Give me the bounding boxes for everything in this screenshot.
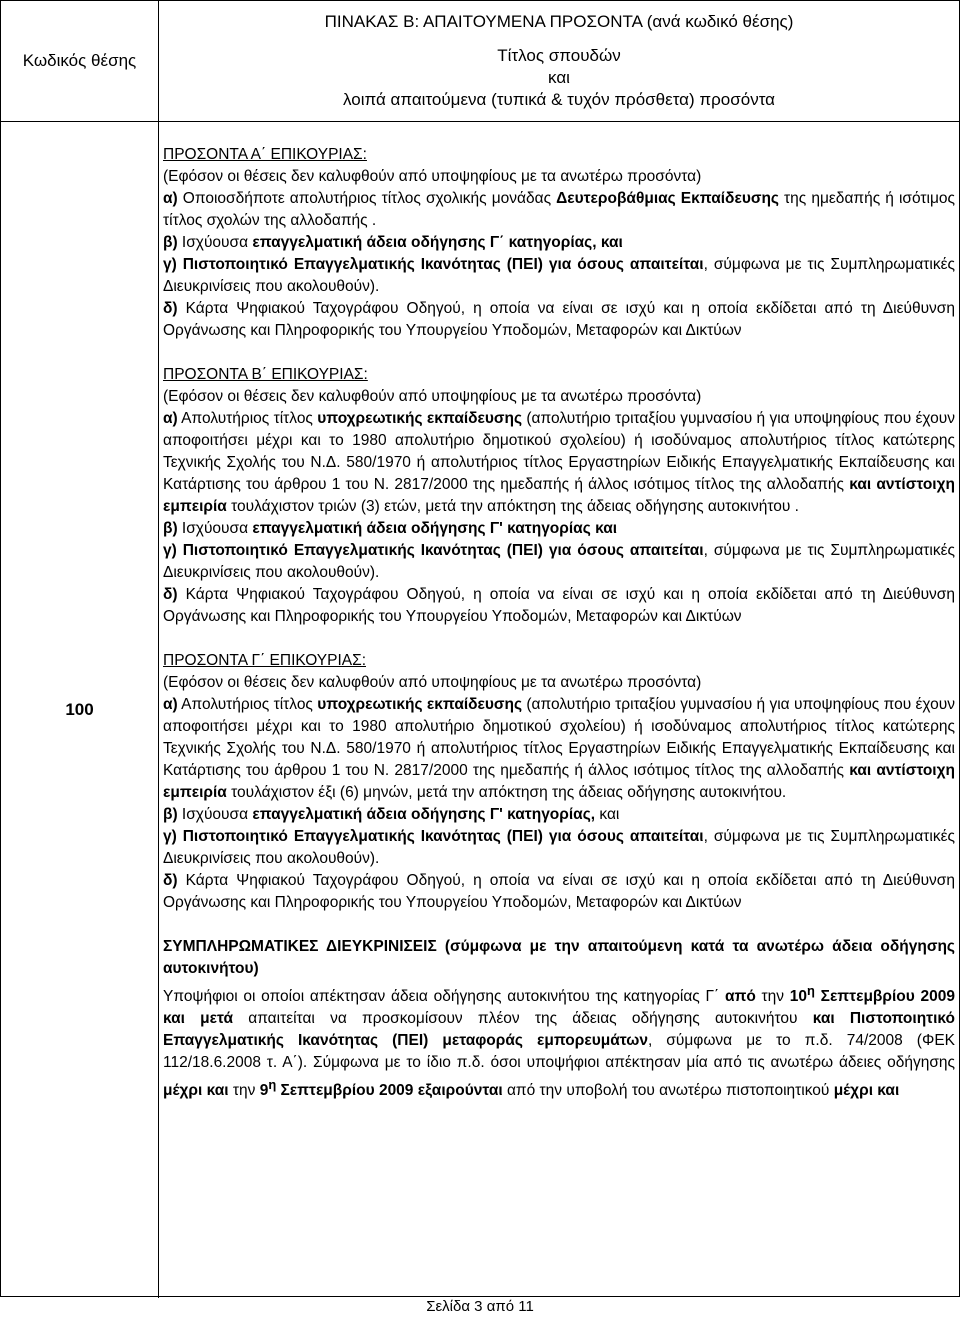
requirement-line	[163, 870, 955, 914]
text-run: υποχρεωτικής εκπαίδευσης	[317, 410, 523, 427]
text-run: την	[228, 1082, 260, 1100]
text-run: Σεπτεμβρίου 2009 εξαιρούνται	[276, 1082, 503, 1100]
text-run: Ισχύουσα	[177, 234, 253, 251]
column-divider	[158, 1, 159, 1298]
requirement-line	[163, 672, 955, 694]
text-run: δ)	[163, 586, 178, 603]
text-run: α)	[163, 190, 178, 207]
requirement-line	[163, 188, 955, 232]
section-heading: ΠΡΟΣΟΝΤΑ Γ΄ ΕΠΙΚΟΥΡΙΑΣ:	[163, 652, 366, 669]
text-run: Σεπτεμβρίου 2009 και μετά	[163, 988, 955, 1028]
qualification-section	[163, 364, 955, 628]
requirement-line	[163, 804, 955, 826]
text-run: Ισχύουσα	[177, 806, 253, 823]
text-run: β)	[163, 806, 178, 823]
text-run: Δευτεροβάθμιας Εκπαίδευσης	[556, 190, 779, 207]
text-run: Οποιοσδήποτε απολυτήριος τίτλος σχολικής μονάδας	[177, 190, 557, 207]
text-run: επαγγελματική άδεια οδήγησης Γ' κατηγορίας,	[252, 806, 596, 823]
text-run: δ)	[163, 300, 178, 317]
text-run: απαιτείται να προσκομίσουν πλέον της άδειας οδήγησης αυτοκινήτου	[233, 1010, 813, 1028]
text-run: α)	[163, 696, 178, 713]
text-run: γ) Πιστοποιητικό Επαγγελματικής Ικανότητας (ΠΕΙ) για όσους απαιτείται	[163, 828, 704, 845]
text-run: , σύμφωνα με τις Συμπληρωματικές Διευκρινίσεις που ακολουθούν).	[163, 542, 955, 581]
text-run: 9	[259, 1082, 269, 1100]
qualification-section	[163, 650, 955, 914]
ordinal-suffix: η	[268, 1077, 277, 1093]
position-code: 100	[65, 700, 94, 719]
text-run: (απολυτήριο τριταξίου γυμνασίου ή για υποψηφίους που έχουν αποφοιτήσει μέχρι και το 1980 απολυτήριο δημοτικού σχολείου) ή ισοδύναμος απολυτήριος τίτλος κατώτερης Τεχνικής Σχολής του Ν.Δ. 580/1970 ή απολυτήριος τίτλος Εργαστηρίων Ειδικής Επαγγελματικής Εκπαίδευσης και Κατάρτισης του άρθρου 1 του Ν. 2817/2000 της ημεδαπής ή άλλος ισότιμος τίτλος της αλλοδαπής	[163, 410, 955, 493]
requirement-line	[163, 540, 955, 584]
requirements-content	[163, 144, 955, 1102]
section-heading: ΠΡΟΣΟΝΤΑ Β΄ ΕΠΙΚΟΥΡΙΑΣ:	[163, 366, 368, 383]
requirement-line	[163, 980, 955, 1102]
text-run: μέχρι και	[163, 1082, 229, 1100]
text-run: και	[595, 806, 620, 823]
text-run: της ημεδαπής ή ισότιμος τίτλος σχολών της αλλοδαπής .	[163, 190, 955, 229]
text-run: Κάρτα Ψηφιακού Ταχογράφου Οδηγού, η οποία να είναι σε ισχύ και η οποία εκδίδεται από τη Διεύθυνση Οργάνωσης και Πληροφορικής του Υπουργείου Υποδομών, Μεταφορών και Δικτύων	[163, 300, 955, 339]
column-header-line-2: και	[548, 68, 570, 87]
column-header-line-3: λοιπά απαιτούμενα (τυπικά & τυχόν πρόσθετα) προσόντα	[343, 90, 775, 109]
requirement-line	[163, 826, 955, 870]
section-gap	[163, 628, 955, 650]
text-run: , σύμφωνα με τις Συμπληρωματικές Διευκρινίσεις που ακολουθούν).	[163, 256, 955, 295]
requirement-line	[163, 408, 955, 518]
text-run: από	[724, 988, 756, 1006]
text-run: τουλάχιστον τριών (3) ετών, μετά την απόκτηση της άδειας οδήγησης αυτοκινήτου .	[226, 498, 799, 515]
text-run: Υποψήφιοι οι οποίοι απέκτησαν άδεια οδήγησης αυτοκινήτου της κατηγορίας Γ΄	[163, 988, 725, 1006]
column-header-description	[159, 1, 959, 121]
text-run: μέχρι και	[833, 1082, 900, 1100]
table-title: ΠΙΝΑΚΑΣ Β: ΑΠΑΙΤΟΥΜΕΝΑ ΠΡΟΣΟΝΤΑ (ανά κωδικό θέσης)	[324, 12, 794, 31]
requirement-line	[163, 386, 955, 408]
text-run: (Εφόσον οι θέσεις δεν καλυφθούν από υποψηφίους με τα ανωτέρω προσόντα)	[163, 674, 702, 691]
text-run: γ) Πιστοποιητικό Επαγγελματικής Ικανότητας (ΠΕΙ) για όσους απαιτείται	[163, 542, 704, 559]
text-run: , σύμφωνα με τις Συμπληρωματικές Διευκρινίσεις που ακολουθούν).	[163, 828, 955, 867]
text-run: Απολυτήριος τίτλος	[177, 410, 318, 427]
position-code-cell	[1, 122, 158, 1298]
text-run: επαγγελματική άδεια οδήγησης Γ' κατηγορίας και	[252, 520, 618, 537]
text-run: δ)	[163, 872, 178, 889]
text-run: υποχρεωτικής εκπαίδευσης	[317, 696, 523, 713]
text-run: Κάρτα Ψηφιακού Ταχογράφου Οδηγού, η οποία να είναι σε ισχύ και η οποία εκδίδεται από τη Διεύθυνση Οργάνωσης και Πληροφορικής του Υπουργείου Υποδομών, Μεταφορών και Δικτύων	[163, 586, 955, 625]
text-run: επαγγελματική άδεια οδήγησης Γ΄ κατηγορίας, και	[252, 234, 623, 251]
text-run: 10	[789, 988, 808, 1006]
qualification-section	[163, 144, 955, 342]
text-run: (Εφόσον οι θέσεις δεν καλυφθούν από υποψηφίους με τα ανωτέρω προσόντα)	[163, 168, 702, 185]
column-header-code	[1, 1, 158, 121]
text-run: , σύμφωνα με το π.δ. 74/2008 (ΦΕΚ 112/18.6.2008 τ. Α΄). Σύμφωνα με το ίδιο π.δ. όσοι υποψήφιοι απέκτησαν μία από τις ανωτέρω άδειες οδήγησης	[163, 1032, 955, 1072]
ordinal-suffix: η	[807, 983, 815, 998]
requirement-line	[163, 298, 955, 342]
section-gap	[163, 914, 955, 936]
supplementary-notes	[163, 936, 955, 1102]
text-run: γ) Πιστοποιητικό Επαγγελματικής Ικανότητας (ΠΕΙ) για όσους απαιτείται	[163, 256, 704, 273]
text-run: Απολυτήριος τίτλος	[177, 696, 318, 713]
text-run: (απολυτήριο τριταξίου γυμνασίου ή για υποψηφίους που έχουν αποφοιτήσει μέχρι και το 1980 απολυτήριο δημοτικού σχολείου) ή ισοδύναμος απολυτήριος τίτλος κατώτερης Τεχνικής Σχολής του Ν.Δ. 580/1970 ή απολυτήριος τίτλος Εργαστηρίων Ειδικής Επαγγελματικής Εκπαίδευσης και Κατάρτισης του άρθρου 1 του Ν. 2817/2000 της ημεδαπής ή άλλος ισότιμος τίτλος της αλλοδαπής	[163, 696, 955, 779]
section-gap	[163, 342, 955, 364]
text-run: (Εφόσον οι θέσεις δεν καλυφθούν από υποψηφίους με τα ανωτέρω προσόντα)	[163, 388, 702, 405]
column-header-code-label: Κωδικός θέσης	[22, 51, 137, 70]
text-run: τουλάχιστον έξι (6) μηνών, μετά την απόκτηση της άδειας οδήγησης αυτοκινήτου.	[226, 784, 787, 801]
requirement-line	[163, 254, 955, 298]
notes-heading: ΣΥΜΠΛΗΡΩΜΑΤΙΚΕΣ ΔΙΕΥΚΡΙΝΙΣΕΙΣ (σύμφωνα με την απαιτούμενη κατά τα ανωτέρω άδεια οδήγησης αυτοκινήτου)	[163, 938, 955, 977]
page-number: Σελίδα 3 από 11	[426, 1298, 534, 1315]
text-run: και αντίστοιχη εμπειρία	[163, 762, 955, 801]
text-run: από την υποβολή του ανωτέρω πιστοποιητικού	[502, 1082, 834, 1100]
column-header-line-1: Τίτλος σπουδών	[497, 46, 621, 65]
text-run: και αντίστοιχη εμπειρία	[163, 476, 955, 515]
requirement-line	[163, 232, 955, 254]
requirement-line	[163, 584, 955, 628]
requirement-line	[163, 518, 955, 540]
requirement-line	[163, 166, 955, 188]
text-run: α)	[163, 410, 178, 427]
requirement-line	[163, 694, 955, 804]
text-run: β)	[163, 234, 178, 251]
text-run: β)	[163, 520, 178, 537]
section-heading: ΠΡΟΣΟΝΤΑ Α΄ ΕΠΙΚΟΥΡΙΑΣ:	[163, 146, 367, 163]
text-run: Κάρτα Ψηφιακού Ταχογράφου Οδηγού, η οποία να είναι σε ισχύ και η οποία εκδίδεται από τη Διεύθυνση Οργάνωσης και Πληροφορικής του Υπουργείου Υποδομών, Μεταφορών και Δικτύων	[163, 872, 955, 911]
text-run: την	[755, 988, 790, 1006]
text-run: Ισχύουσα	[177, 520, 253, 537]
text-run: και Πιστοποιητικό Επαγγελματικής Ικανότητας (ΠΕΙ) μεταφοράς εμπορευμάτων	[163, 1010, 955, 1050]
